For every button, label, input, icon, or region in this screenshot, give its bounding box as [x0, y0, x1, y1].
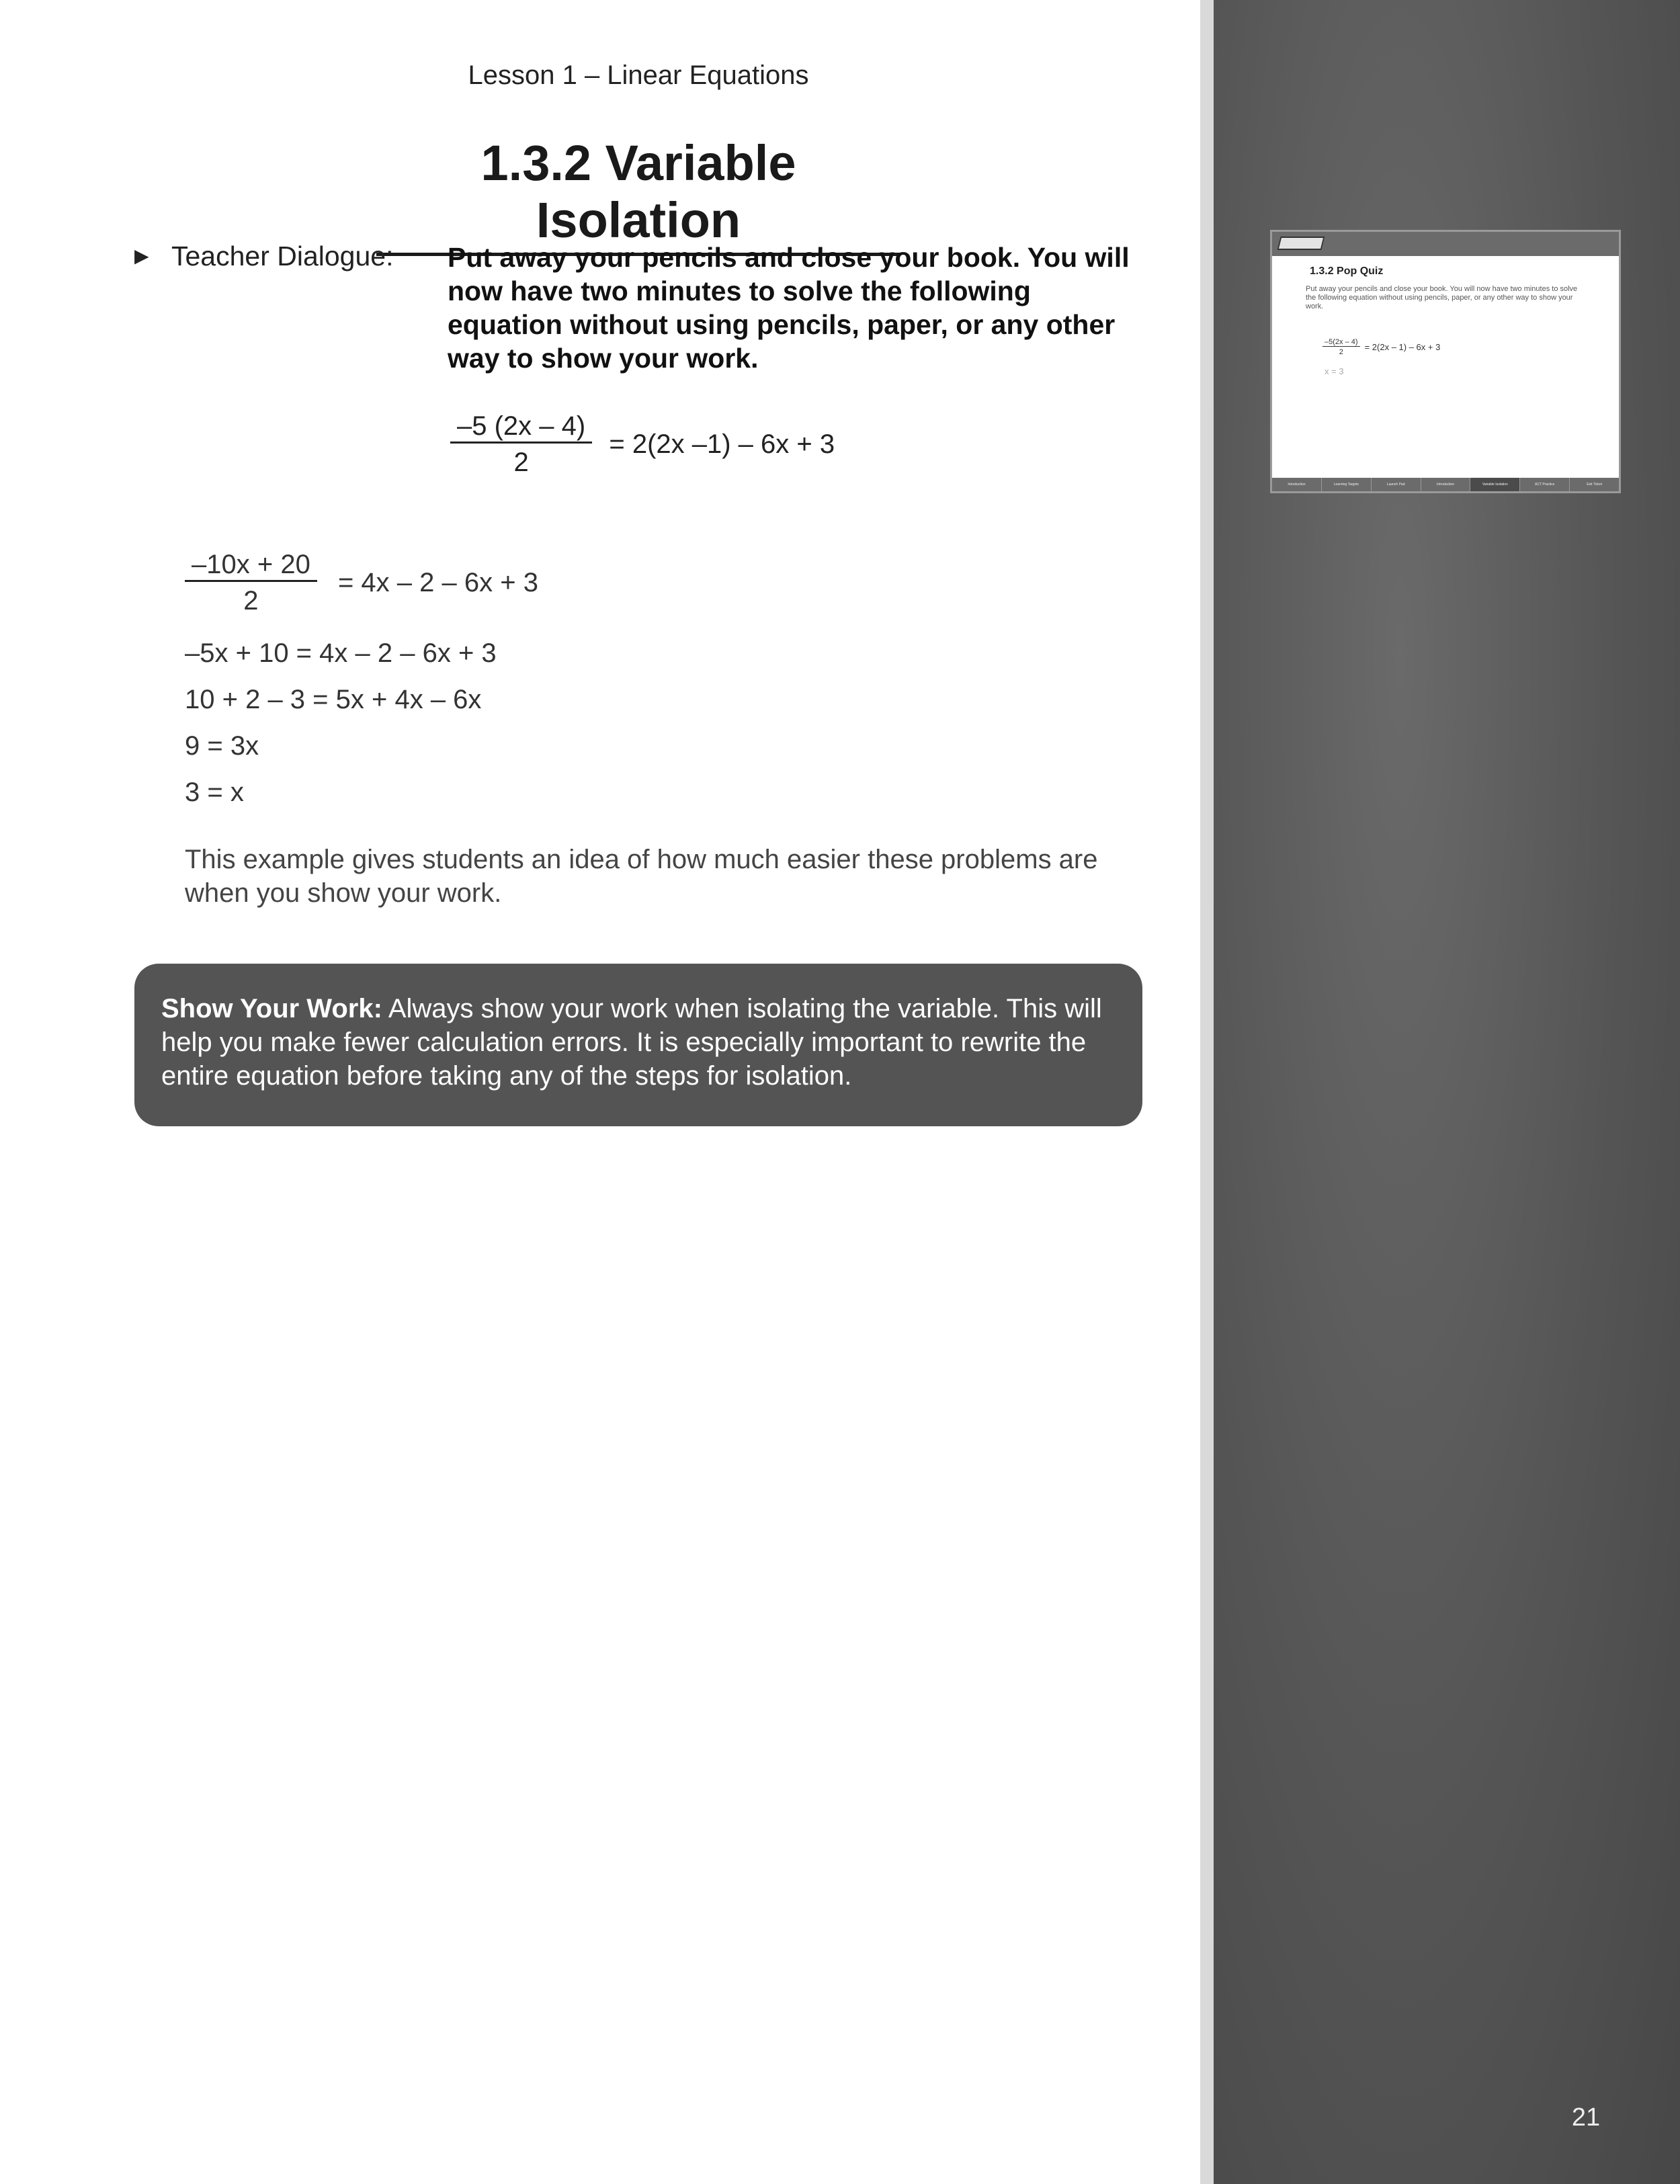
slide-nav-item: Learning Targets	[1322, 478, 1372, 491]
show-your-work-callout	[134, 964, 1142, 1126]
slide-nav-item: Introduction	[1272, 478, 1322, 491]
teacher-note: This example gives students an idea of how much easier these problems are when you show your work.	[185, 845, 1098, 908]
section-title-container	[376, 134, 900, 256]
section-title: 1.3.2 Variable Isolation	[376, 134, 900, 256]
step-denominator: 2	[243, 586, 259, 616]
equation-fraction	[450, 411, 592, 478]
slide-body: Put away your pencils and close your book. You will now have two minutes to solve the following equation without using pencils, paper, or any other way to show your work.	[1306, 285, 1578, 310]
running-title: Lesson 1 – Linear Equations	[468, 60, 809, 90]
step-numerator: –10x + 20	[185, 550, 317, 582]
slide-equation-denominator: 2	[1339, 348, 1343, 356]
slide-equation-rhs: = 2(2x – 1) – 6x + 3	[1364, 342, 1441, 352]
slide-header-bar	[1272, 232, 1619, 256]
triangle-bullet-icon: ▶	[134, 245, 149, 266]
callout-text: Always show your work when isolating the variable. This will help you make fewer calculation errors. It is especially important to rewrite the entire equation before taking any of the steps for isolation.	[161, 994, 1102, 1091]
step-fraction	[185, 550, 317, 616]
slide-nav-item: Launch Pad	[1372, 478, 1421, 491]
running-header	[0, 60, 1277, 91]
slide-equation	[1322, 338, 1440, 356]
slide-equation-fraction	[1322, 338, 1360, 356]
slide-nav-item-active: Variable Isolation	[1470, 478, 1520, 491]
page-number: 21	[1571, 2103, 1601, 2132]
equation-numerator: –5 (2x – 4)	[450, 411, 592, 444]
callout-heading: Show Your Work:	[161, 994, 382, 1023]
solution-step: 10 + 2 – 3 = 5x + 4x – 6x	[185, 685, 482, 714]
slide-answer: x = 3	[1325, 366, 1344, 376]
quiz-equation	[450, 411, 835, 478]
slide-nav-item: Introduction	[1421, 478, 1471, 491]
equation-denominator: 2	[513, 448, 529, 477]
solution-step: 3 = x	[185, 778, 244, 807]
dialogue-text: Put away your pencils and close your book. You will now have two minutes to solve the following equation without using pencils, paper, or any other way to show your work.	[448, 242, 1130, 374]
page-gutter	[1200, 0, 1214, 2184]
slide-equation-numerator: –5(2x – 4)	[1322, 338, 1360, 347]
solution-step: –5x + 10 = 4x – 2 – 6x + 3	[185, 638, 497, 668]
slide-nav-item: ACT Practice	[1520, 478, 1570, 491]
dialogue-label: Teacher Dialogue:	[171, 241, 394, 271]
slide-thumbnail	[1270, 230, 1621, 493]
slide-nav-bar	[1272, 478, 1619, 491]
step-rhs: = 4x – 2 – 6x + 3	[337, 568, 538, 597]
slide-title: 1.3.2 Pop Quiz	[1310, 265, 1384, 277]
equation-rhs: = 2(2x –1) – 6x + 3	[609, 429, 835, 459]
slide-logo-icon	[1277, 237, 1325, 250]
slide-nav-item: Exit Ticket	[1587, 482, 1602, 487]
solution-step-fraction	[185, 550, 538, 616]
solution-step: 9 = 3x	[185, 731, 259, 761]
